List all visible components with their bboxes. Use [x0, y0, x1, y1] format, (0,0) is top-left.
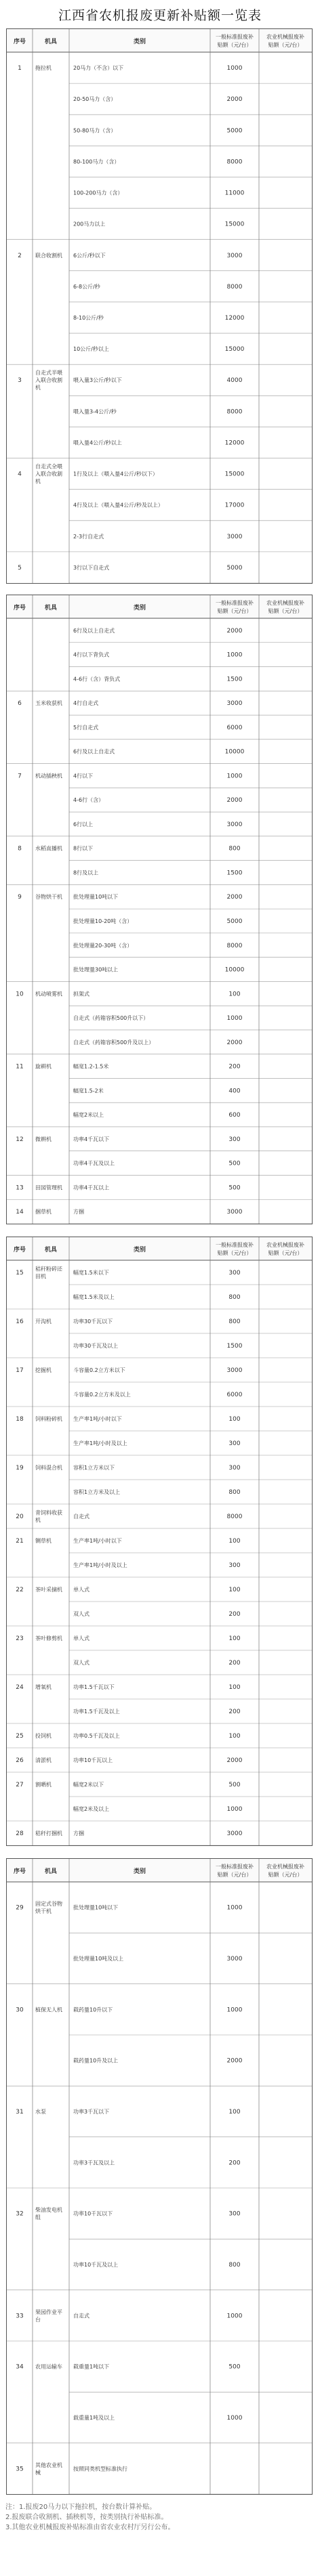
column-header: 农业机械报废补 — [266, 1242, 304, 1248]
category-text: 6公斤/秒以下 — [73, 252, 106, 259]
subsidy-value: 15000 — [224, 221, 245, 228]
row-number: 33 — [16, 2313, 24, 2320]
category-text: 生产率1吨/小时以下 — [73, 1416, 122, 1422]
footer-note-line: 2.报废联合收割机、插秧机等，按类别执行补贴标准。 — [5, 2514, 168, 2521]
machine-name: 水泵 — [35, 2109, 46, 2115]
machine-name: 捆草机 — [35, 1209, 52, 1216]
subsidy-value: 15000 — [224, 471, 245, 478]
subsidy-value: 2000 — [226, 96, 243, 104]
column-header: 序号 — [13, 1247, 26, 1253]
category-text: 双人式 — [73, 1611, 89, 1617]
subsidy-value: 1000 — [226, 773, 243, 780]
category-text: 载重量1吨以下 — [73, 2363, 110, 2370]
category-text: 功率3千瓦及以上 — [73, 2160, 115, 2166]
subsidy-value: 100 — [228, 1587, 241, 1593]
subsidy-value: 10000 — [224, 966, 245, 974]
machine-name: 其他农业机 — [35, 2462, 62, 2468]
machine-name: 入联合收割 — [35, 377, 62, 384]
category-text: 4-6行（含）背负式 — [73, 676, 121, 683]
subsidy-value: 300 — [228, 1270, 241, 1276]
subsidy-value: 100 — [228, 2109, 241, 2116]
category-text: 载药量10升以下 — [73, 2006, 113, 2013]
subsidy-value: 400 — [228, 1088, 241, 1095]
table-page-3 — [6, 1237, 313, 1846]
subsidy-value: 3000 — [226, 821, 243, 828]
machine-name: 果园作业平 — [35, 2309, 62, 2315]
subsidy-value: 800 — [228, 845, 241, 853]
row-number: 17 — [16, 1367, 24, 1374]
category-text: 生产率1吨/小时及以上 — [73, 1440, 127, 1446]
subsidy-value: 3000 — [226, 252, 243, 259]
category-text: 功率0.5千瓦及以上 — [73, 1733, 120, 1739]
category-text: 功率4千瓦以上 — [73, 1184, 110, 1191]
machine-name: 自走式半喂 — [35, 370, 62, 377]
row-number: 25 — [16, 1733, 24, 1740]
category-text: 6行及以上自走式 — [73, 748, 115, 755]
category-text: 20马力（不含）以下 — [73, 65, 124, 72]
column-header: 序号 — [13, 39, 26, 45]
row-number: 24 — [16, 1684, 24, 1691]
subsidy-value: 3000 — [226, 1956, 243, 1962]
subsidy-value: 4000 — [226, 377, 243, 385]
row-number: 34 — [16, 2363, 24, 2371]
subsidy-value: 1500 — [226, 676, 243, 683]
machine-name: 秸秆打捆机 — [35, 1830, 62, 1837]
category-text: 容积1立方米以下 — [73, 1465, 115, 1471]
column-header: 机具 — [44, 1868, 58, 1875]
category-text: 5行自走式 — [73, 724, 99, 731]
column-header: 贴额（元/台） — [268, 608, 303, 614]
subsidy-value: 1000 — [226, 65, 243, 72]
machine-name: 田机 — [35, 1273, 46, 1280]
machine-name: 柴油发电机 — [35, 2207, 62, 2214]
row-number: 8 — [18, 845, 22, 853]
subsidy-value: 3000 — [226, 700, 243, 708]
subsidy-value: 8000 — [226, 283, 243, 291]
machine-name: 开沟机 — [35, 1318, 52, 1325]
subsidy-value: 1500 — [226, 870, 243, 877]
row-number: 11 — [16, 1063, 24, 1071]
category-text: 生产率1吨/小时以下 — [73, 1538, 122, 1544]
subsidy-value: 8000 — [226, 1514, 243, 1520]
category-text: 功率3千瓦以下 — [73, 2109, 110, 2115]
subsidy-value: 600 — [228, 1112, 241, 1119]
machine-name: 饲料粉碎机 — [35, 1416, 62, 1422]
machine-name: 固定式谷物 — [35, 1901, 62, 1908]
category-text: 批处理量10吨以下 — [73, 894, 119, 901]
subsidy-value: 800 — [228, 1318, 241, 1325]
category-text: 喂入量3-4公斤/秒 — [73, 408, 117, 415]
subsidy-value: 1500 — [226, 1343, 243, 1350]
row-number: 28 — [16, 1830, 24, 1837]
subsidy-value: 3000 — [226, 1830, 243, 1837]
machine-name: 谷物烘干机 — [35, 894, 62, 901]
machine-name: 水稻直播机 — [35, 845, 62, 852]
machine-name: 自走式全喂 — [35, 463, 62, 470]
machine-name: 铡草机 — [35, 1538, 52, 1544]
category-text: 载药量10升及以上 — [73, 2057, 119, 2064]
category-text: 幅宽2米以上 — [73, 1112, 104, 1119]
category-text: 功率30千瓦以下 — [73, 1318, 113, 1325]
column-header: 序号 — [13, 605, 26, 611]
machine-name: 茶叶修剪机 — [35, 1635, 62, 1641]
subsidy-value: 12000 — [224, 439, 245, 447]
table-page-2 — [6, 595, 313, 1224]
subsidy-value: 1000 — [226, 651, 243, 659]
row-number: 29 — [16, 1904, 24, 1912]
subsidy-value: 8000 — [226, 408, 243, 416]
machine-name: 田园管理机 — [35, 1184, 62, 1191]
category-text: 自走式（药箱容积500升以下） — [73, 1015, 149, 1022]
column-header: 机具 — [44, 1247, 58, 1253]
row-number: 13 — [16, 1184, 24, 1192]
subsidy-value: 100 — [228, 1733, 241, 1740]
subsidy-value: 1000 — [226, 1015, 243, 1023]
subsidy-value: 100 — [228, 1416, 241, 1423]
subsidy-value: 3000 — [226, 1367, 243, 1374]
subsidy-value: 300 — [228, 1465, 241, 1472]
machine-name: 机 — [35, 385, 41, 391]
column-header: 机具 — [44, 39, 58, 45]
row-number: 32 — [16, 2210, 24, 2218]
category-text: 4行以下背负式 — [73, 651, 110, 658]
row-number: 3 — [18, 377, 22, 385]
machine-name: 割晒机 — [35, 1782, 52, 1788]
row-number: 15 — [16, 1270, 24, 1276]
subsidy-value: 300 — [228, 1136, 241, 1143]
machine-name: 机动喷雾机 — [35, 991, 62, 997]
subsidy-value: 1000 — [226, 2415, 243, 2422]
subsidy-value: 5000 — [226, 127, 243, 135]
subsidy-value: 1000 — [226, 2313, 243, 2320]
column-header: 贴额（元/台） — [217, 1250, 252, 1256]
row-number: 6 — [18, 700, 22, 708]
category-text: 自走式 — [73, 2313, 89, 2319]
subsidy-value: 6000 — [226, 724, 243, 731]
row-number: 21 — [16, 1538, 24, 1545]
category-text: 功率30千瓦及以上 — [73, 1343, 119, 1349]
machine-name: 秸秆粉碎还 — [35, 1266, 62, 1272]
machine-name: 农用运输车 — [35, 2363, 62, 2370]
category-text: 功率4千瓦及以上 — [73, 1160, 115, 1167]
machine-name: 青饲料收获 — [35, 1509, 62, 1516]
row-number: 19 — [16, 1465, 24, 1472]
subsidy-value: 5000 — [226, 918, 243, 925]
category-text: 批处理量10吨及以上 — [73, 1956, 124, 1962]
machine-name: 玉米收获机 — [35, 700, 62, 707]
machine-name: 台 — [35, 2316, 41, 2323]
column-header: 贴额（元/台） — [268, 42, 303, 48]
column-header: 一般标准报废补 — [216, 1242, 254, 1248]
subsidy-value: 6000 — [226, 1392, 243, 1398]
category-text: 6-8公斤/秒 — [73, 283, 100, 290]
footer-notes — [5, 2502, 315, 2533]
subsidy-value: 15000 — [224, 346, 245, 353]
category-text: 功率10千瓦以下 — [73, 2210, 113, 2217]
machine-name: 机动插秧机 — [35, 773, 62, 779]
category-text: 单人式 — [73, 1587, 89, 1593]
subsidy-value: 5000 — [226, 564, 243, 572]
machine-name: 组 — [35, 2214, 41, 2221]
machine-name: 茶叶采摘机 — [35, 1587, 62, 1593]
subsidy-value: 100 — [228, 991, 241, 998]
column-header: 贴额（元/台） — [217, 608, 252, 614]
category-text: 6行及以上自走式 — [73, 627, 115, 634]
column-header: 农业机械报废补 — [266, 1864, 304, 1870]
category-text: 方捆 — [73, 1209, 84, 1216]
subsidy-value: 800 — [228, 1294, 241, 1301]
table-page-3-svg — [7, 1237, 312, 1845]
subsidy-value: 2000 — [226, 627, 243, 635]
subsidy-value: 2000 — [226, 797, 243, 804]
category-text: 批处理量10-20吨（含） — [73, 918, 133, 924]
category-text: 8-10公斤/秒 — [73, 315, 104, 321]
document-title: 江西省农机报废更新补贴额一览表 — [58, 8, 262, 23]
column-header: 机具 — [44, 605, 58, 611]
table-page-4-svg — [7, 1859, 312, 2494]
category-text: 4行及以上（喂入量4公斤/秒及以上） — [73, 502, 163, 509]
category-text: 8行以下 — [73, 845, 94, 852]
row-number: 2 — [18, 252, 22, 259]
subsidy-value: 800 — [228, 1489, 241, 1496]
category-text: 4-6行（含） — [73, 797, 104, 804]
subsidy-value: 12000 — [224, 315, 245, 322]
category-text: 幅宽2米以下 — [73, 1782, 104, 1788]
machine-name: 清淤机 — [35, 1757, 52, 1763]
machine-name: 投饲机 — [35, 1733, 52, 1739]
category-text: 1行及以上（喂入量4公斤/秒以下） — [73, 471, 158, 477]
row-number: 16 — [16, 1318, 24, 1325]
category-text: 2-3行自走式 — [73, 533, 104, 540]
row-number: 30 — [16, 2006, 24, 2014]
column-header: 一般标准报废补 — [216, 600, 254, 606]
category-text: 喂入量4公斤/秒以上 — [73, 439, 122, 446]
category-text: 自走式 — [73, 1514, 89, 1520]
subsidy-value: 8000 — [226, 942, 243, 949]
subsidy-value: 300 — [228, 1440, 241, 1447]
row-number: 5 — [18, 564, 22, 572]
row-number: 31 — [16, 2109, 24, 2116]
category-text: 100-200马力（含） — [73, 190, 123, 196]
category-text: 幅宽1.5-2米 — [73, 1088, 104, 1094]
machine-name: 联合收割机 — [35, 252, 62, 259]
row-number: 1 — [18, 65, 22, 72]
category-text: 6行以上 — [73, 821, 94, 828]
subsidy-value: 500 — [228, 1184, 241, 1192]
machine-name: 烘干机 — [35, 1908, 52, 1915]
column-header: 类别 — [133, 605, 146, 611]
category-text: 4行自走式 — [73, 700, 99, 707]
category-text: 10公斤/秒以上 — [73, 346, 109, 353]
table-page-4 — [6, 1858, 313, 2495]
column-header: 一般标准报废补 — [216, 34, 254, 40]
subsidy-value: 1000 — [226, 1806, 243, 1813]
row-number: 20 — [16, 1514, 24, 1520]
subsidy-value: 200 — [228, 1660, 241, 1667]
subsidy-value: 500 — [228, 2363, 241, 2371]
row-number: 23 — [16, 1635, 24, 1642]
column-header: 类别 — [133, 1247, 146, 1253]
category-text: 功率1.5千瓦以下 — [73, 1684, 115, 1690]
row-number: 14 — [16, 1209, 24, 1216]
category-text: 8行及以上 — [73, 870, 99, 876]
category-text: 单人式 — [73, 1635, 89, 1641]
row-number: 7 — [18, 773, 22, 780]
subsidy-value: 200 — [228, 1611, 241, 1618]
column-header: 类别 — [133, 1868, 146, 1875]
category-text: 担架式 — [73, 991, 89, 997]
row-number: 9 — [18, 894, 22, 901]
category-text: 4行以下 — [73, 773, 94, 779]
category-text: 幅宽1.2-1.5米 — [73, 1063, 109, 1070]
subsidy-value: 2000 — [226, 1757, 243, 1764]
subsidy-value: 800 — [228, 2262, 241, 2269]
machine-name: 增氧机 — [35, 1684, 52, 1690]
category-text: 幅宽1.5米以下 — [73, 1270, 109, 1276]
category-text: 斗容量0.2立方米及以上 — [73, 1392, 131, 1398]
subsidy-value: 11000 — [224, 190, 245, 197]
subsidy-value: 1000 — [226, 1904, 243, 1912]
subsidy-value: 200 — [228, 2160, 241, 2167]
category-text: 功率1.5千瓦及以上 — [73, 1709, 120, 1715]
category-text: 喂入量3公斤/秒以下 — [73, 377, 122, 384]
subsidy-value: 2000 — [226, 2057, 243, 2065]
category-text: 批处理量10吨以下 — [73, 1904, 119, 1911]
category-text: 按照同类机型标准执行 — [73, 2466, 127, 2472]
machine-name: 饲料混合机 — [35, 1465, 62, 1471]
category-text: 载重量1吨及以上 — [73, 2415, 115, 2421]
machine-name: 机 — [35, 478, 41, 485]
subsidy-value: 2000 — [226, 1039, 243, 1046]
subsidy-value: 200 — [228, 1063, 241, 1071]
row-number: 12 — [16, 1136, 24, 1143]
category-text: 功率4千瓦以下 — [73, 1136, 110, 1142]
subsidy-value: 300 — [228, 1562, 241, 1569]
subsidy-value: 100 — [228, 1635, 241, 1642]
machine-name: 入联合收割 — [35, 471, 62, 477]
row-number: 26 — [16, 1757, 24, 1764]
category-text: 80-100马力（含） — [73, 158, 120, 165]
subsidy-value: 10000 — [224, 748, 245, 756]
column-header: 序号 — [13, 1868, 26, 1875]
subsidy-value: 200 — [228, 1709, 241, 1715]
subsidy-value: 3000 — [226, 533, 243, 540]
subsidy-value: 100 — [228, 1684, 241, 1691]
machine-name: 旋耕机 — [35, 1063, 52, 1070]
category-text: 双人式 — [73, 1660, 89, 1666]
column-header: 类别 — [133, 39, 146, 45]
category-text: 自走式（药箱容积500升及以上） — [73, 1039, 155, 1046]
column-header: 农业机械报废补 — [266, 600, 304, 606]
row-number: 18 — [16, 1416, 24, 1423]
machine-name: 械 — [35, 2469, 41, 2476]
subsidy-value: 500 — [228, 1782, 241, 1788]
category-text: 3行以下自走式 — [73, 564, 110, 571]
category-text: 功率10千瓦及以上 — [73, 2262, 119, 2268]
column-header: 贴额（元/台） — [268, 1250, 303, 1256]
subsidy-value: 100 — [228, 1538, 241, 1545]
machine-name: 拖拉机 — [35, 65, 52, 72]
column-header: 一般标准报废补 — [216, 1864, 254, 1870]
subsidy-value: 2000 — [226, 894, 243, 901]
category-text: 斗容量0.2立方米以下 — [73, 1367, 125, 1373]
category-text: 功率10千瓦以上 — [73, 1757, 113, 1763]
category-text: 容积1立方米及以上 — [73, 1489, 121, 1495]
table-page-1 — [6, 28, 313, 584]
table-page-2-svg — [7, 595, 312, 1224]
subsidy-value: 500 — [228, 1160, 241, 1167]
category-text: 20-50马力（含） — [73, 96, 117, 103]
category-text: 50-80马力（含） — [73, 127, 117, 134]
machine-name: 挖掘机 — [35, 1367, 52, 1373]
machine-name: 植保无人机 — [35, 2006, 62, 2013]
category-text: 方捆 — [73, 1830, 84, 1837]
row-number: 35 — [16, 2466, 24, 2473]
category-text: 200马力以上 — [73, 221, 106, 228]
column-header: 贴额（元/台） — [268, 1872, 303, 1878]
category-text: 幅宽2米及以上 — [73, 1806, 110, 1812]
machine-name: 机 — [35, 1517, 41, 1524]
subsidy-value: 3000 — [226, 1209, 243, 1216]
column-header: 贴额（元/台） — [217, 42, 252, 48]
column-header: 贴额（元/台） — [217, 1872, 252, 1878]
machine-name: 微耕机 — [35, 1136, 52, 1142]
subsidy-value: 17000 — [224, 502, 245, 509]
row-number: 27 — [16, 1782, 24, 1788]
subsidy-value: 300 — [228, 2210, 241, 2218]
row-number: 10 — [16, 991, 24, 998]
category-text: 幅宽1.5米及以上 — [73, 1294, 115, 1300]
table-page-1-svg — [7, 29, 312, 583]
footer-note-line: 注：1.报废20马力以下拖拉机，按台数计算补贴。 — [5, 2504, 157, 2511]
footer-note-line: 3.其他农业机械报废补贴标准由省农业农村厅另行公布。 — [5, 2524, 175, 2531]
column-header: 农业机械报废补 — [266, 34, 304, 40]
row-number: 22 — [16, 1587, 24, 1593]
row-number: 4 — [18, 471, 22, 478]
subsidy-value: 1000 — [226, 2006, 243, 2014]
category-text: 批处理量30吨以上 — [73, 966, 119, 973]
subsidy-value: 8000 — [226, 158, 243, 166]
category-text: 批处理量20-30吨（含） — [73, 942, 133, 949]
category-text: 生产率1吨/小时及以上 — [73, 1562, 127, 1568]
